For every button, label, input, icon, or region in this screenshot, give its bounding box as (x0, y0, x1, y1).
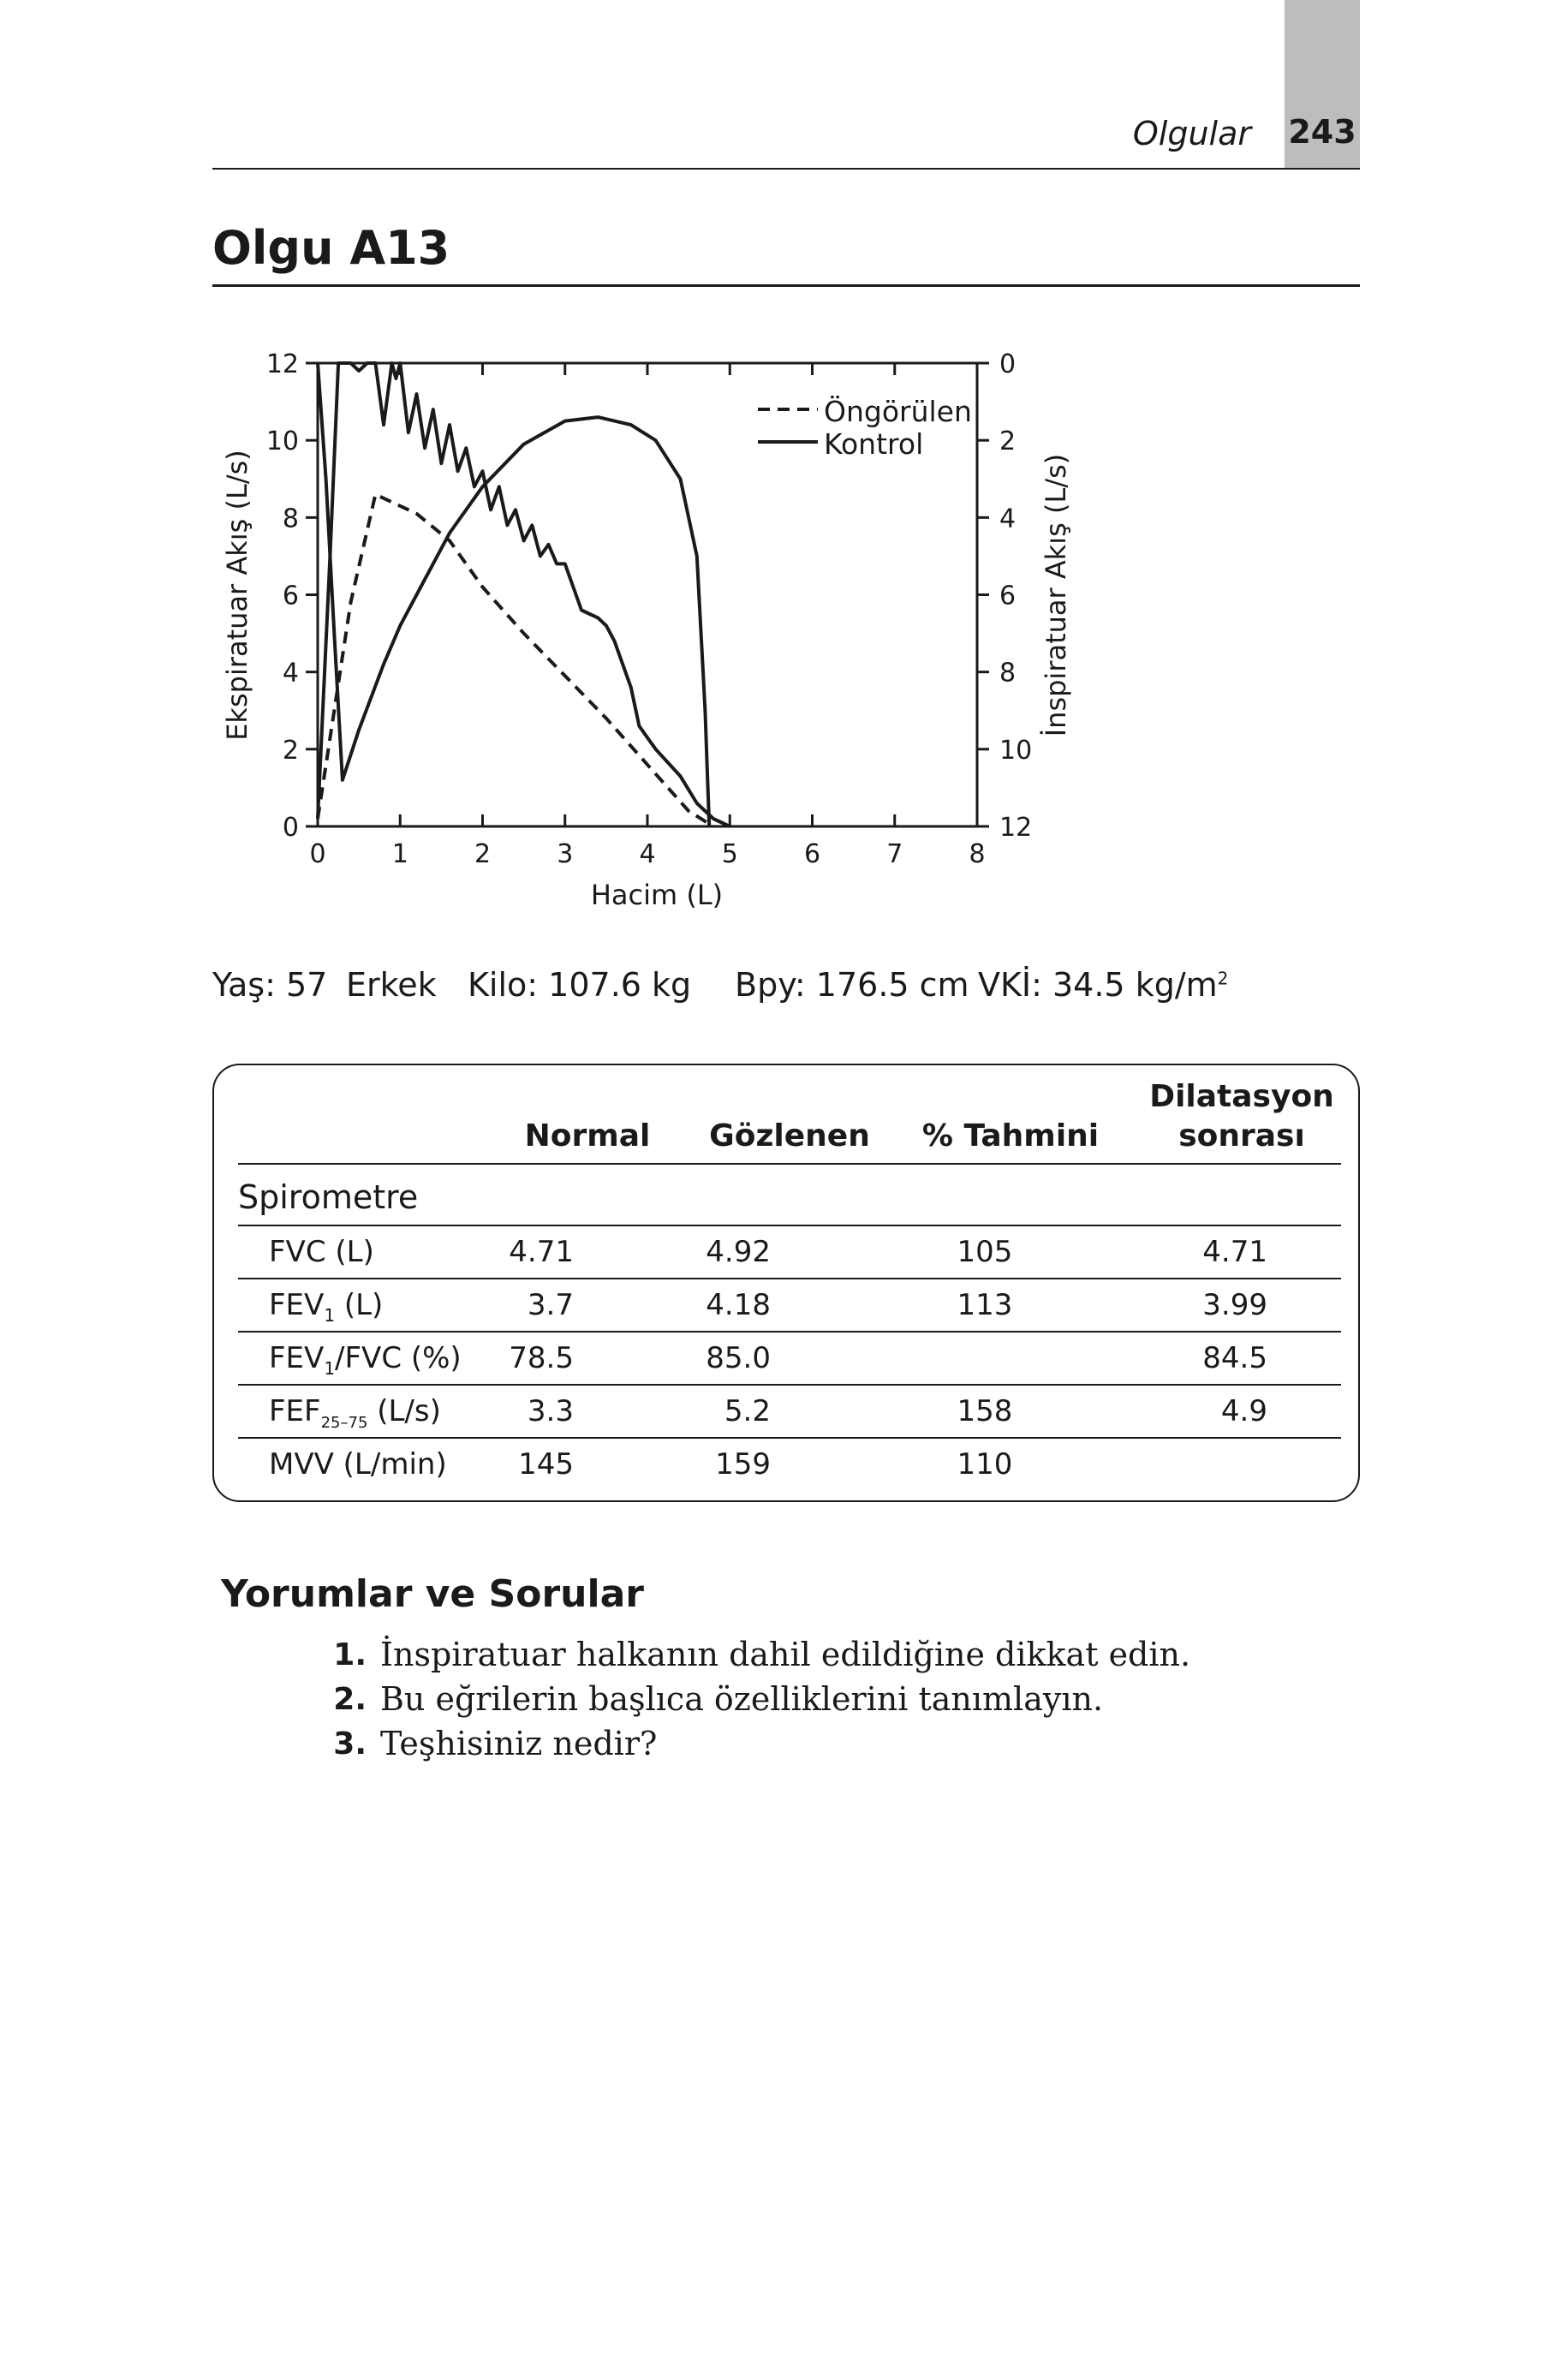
x-tick-label: 8 (969, 839, 986, 869)
legend-label-kontrol: Kontrol (824, 427, 924, 461)
y2-axis-ticks (977, 349, 1032, 843)
demo-bmi (978, 966, 1228, 1004)
series-line-ongorulen (318, 494, 713, 826)
col-header-normal: Normal (524, 1118, 651, 1154)
x-tick-label: 5 (721, 839, 738, 869)
section-rule (238, 1225, 1341, 1226)
row-label-fvc: FVC (L) (269, 1235, 374, 1269)
x-tick-label: 3 (557, 839, 574, 869)
row-label-fev1-fvc-sub: 1 (324, 1357, 336, 1379)
y2-tick-label: 10 (999, 735, 1033, 766)
page-number: 243 (1288, 113, 1356, 151)
cell-fev1-fvc-observed: 85.0 (706, 1341, 771, 1375)
question-number: 3. (333, 1726, 367, 1762)
flow-volume-chart (0, 0, 1568, 942)
row-label-fef-rest: (L/s) (367, 1394, 441, 1428)
cell-fef-observed: 5.2 (724, 1394, 771, 1428)
row-label-fef-sub: 25–75 (320, 1413, 368, 1432)
col-header-observed: Gözlenen (709, 1118, 870, 1154)
question-number: 1. (333, 1637, 367, 1672)
col-header-post-line1: Dilatasyon (1149, 1079, 1334, 1114)
question-text: Bu eğrilerin başlıca özelliklerini tanımlayın. (380, 1680, 1104, 1718)
row-label-fev1 (269, 1288, 383, 1326)
cell-fev1-percent: 113 (957, 1288, 1013, 1322)
row-rule (238, 1437, 1341, 1439)
cell-fev1-observed: 4.18 (706, 1288, 771, 1322)
spirometry-table (212, 1064, 1360, 1502)
y2-tick-label: 8 (999, 658, 1017, 689)
row-label-fev1-rest: (L) (335, 1288, 384, 1322)
question-number: 2. (333, 1682, 367, 1717)
y2-tick-label: 2 (999, 426, 1017, 457)
case-title: Olgu A13 (212, 221, 450, 275)
running-head: Olgular (1132, 115, 1251, 152)
demo-weight: Kilo: 107.6 kg (468, 966, 692, 1004)
demo-age: Yaş: 57 (212, 966, 328, 1004)
question-text: İnspiratuar halkanın dahil edildiğine dikkat edin. (380, 1636, 1191, 1673)
y-tick-label: 8 (282, 504, 299, 534)
col-header-post-line2: sonrası (1178, 1118, 1305, 1154)
x-tick-label: 7 (886, 839, 903, 869)
col-header-percent-predicted: % Tahmini (921, 1118, 1100, 1154)
y2-tick-label: 12 (999, 813, 1033, 843)
row-rule (238, 1384, 1341, 1386)
chart-svg (0, 0, 1568, 942)
demo-height: Bpy: 176.5 cm (735, 966, 969, 1004)
cell-fef-normal: 3.3 (527, 1394, 574, 1428)
row-label-fev1-sub: 1 (324, 1304, 336, 1326)
y-tick-label: 12 (265, 349, 299, 379)
y-tick-label: 0 (282, 813, 299, 843)
y2-tick-label: 6 (999, 581, 1017, 611)
row-label-fef (269, 1394, 441, 1432)
y-tick-label: 4 (282, 658, 299, 689)
series-line-kontrol-ekspiratuar (318, 363, 730, 826)
y2-tick-label: 4 (999, 504, 1017, 534)
cell-fvc-percent: 105 (957, 1235, 1013, 1269)
cell-fev1-post: 3.99 (1202, 1288, 1267, 1322)
series-line-kontrol-inspiratuar (318, 363, 709, 826)
demo-bmi-value: VKİ: 34.5 kg/m (978, 966, 1218, 1004)
x-tick-label: 2 (474, 839, 492, 869)
cell-mvv-observed: 159 (715, 1447, 771, 1482)
row-rule (238, 1331, 1341, 1333)
comments-title: Yorumlar ve Sorular (221, 1572, 644, 1616)
cell-fvc-normal: 4.71 (509, 1235, 574, 1269)
cell-fvc-observed: 4.92 (706, 1235, 771, 1269)
y2-axis-label: İnspiratuar Akış (L/s) (1040, 453, 1072, 737)
x-tick-label: 4 (639, 839, 656, 869)
question-text: Teşhisiniz nedir? (380, 1725, 658, 1762)
row-label-fev1-fvc (269, 1341, 462, 1379)
cell-mvv-percent: 110 (957, 1447, 1013, 1482)
demo-sex: Erkek (346, 966, 437, 1004)
row-label-fev1-fvc-rest: /FVC (%) (335, 1341, 462, 1375)
row-label-mvv: MVV (L/min) (269, 1447, 447, 1482)
cell-fef-percent: 158 (957, 1394, 1013, 1428)
x-tick-label: 0 (309, 839, 326, 869)
series-layer (318, 363, 730, 826)
y-axis-ticks (266, 349, 318, 843)
row-label-fev1-main: FEV (269, 1288, 325, 1322)
cell-fvc-post: 4.71 (1202, 1235, 1267, 1269)
cell-fev1-fvc-normal: 78.5 (509, 1341, 574, 1375)
legend (758, 394, 972, 461)
x-tick-label: 1 (391, 839, 408, 869)
cell-mvv-normal: 145 (518, 1447, 574, 1482)
y-axis-label: Ekspiratuar Akış (L/s) (221, 450, 253, 741)
y-tick-label: 2 (282, 735, 299, 766)
y2-tick-label: 0 (999, 349, 1017, 379)
col-header-post-dilation (1139, 1077, 1344, 1156)
cell-fev1-normal: 3.7 (527, 1288, 574, 1322)
x-tick-label: 6 (803, 839, 821, 869)
x-axis-label: Hacim (L) (590, 879, 724, 911)
row-label-fef-main: FEF (269, 1394, 321, 1428)
y-tick-label: 10 (265, 426, 299, 457)
cell-fev1-fvc-post: 84.5 (1202, 1341, 1267, 1375)
cell-fef-post: 4.9 (1220, 1394, 1267, 1428)
legend-label-ongorulen: Öngörülen (824, 395, 972, 428)
y-tick-label: 6 (282, 581, 299, 611)
demo-bmi-sup: 2 (1217, 968, 1229, 989)
header-rule (238, 1163, 1341, 1165)
section-label-spirometre: Spirometre (238, 1178, 419, 1216)
row-label-fev1-fvc-main: FEV (269, 1341, 325, 1375)
row-rule (238, 1278, 1341, 1279)
